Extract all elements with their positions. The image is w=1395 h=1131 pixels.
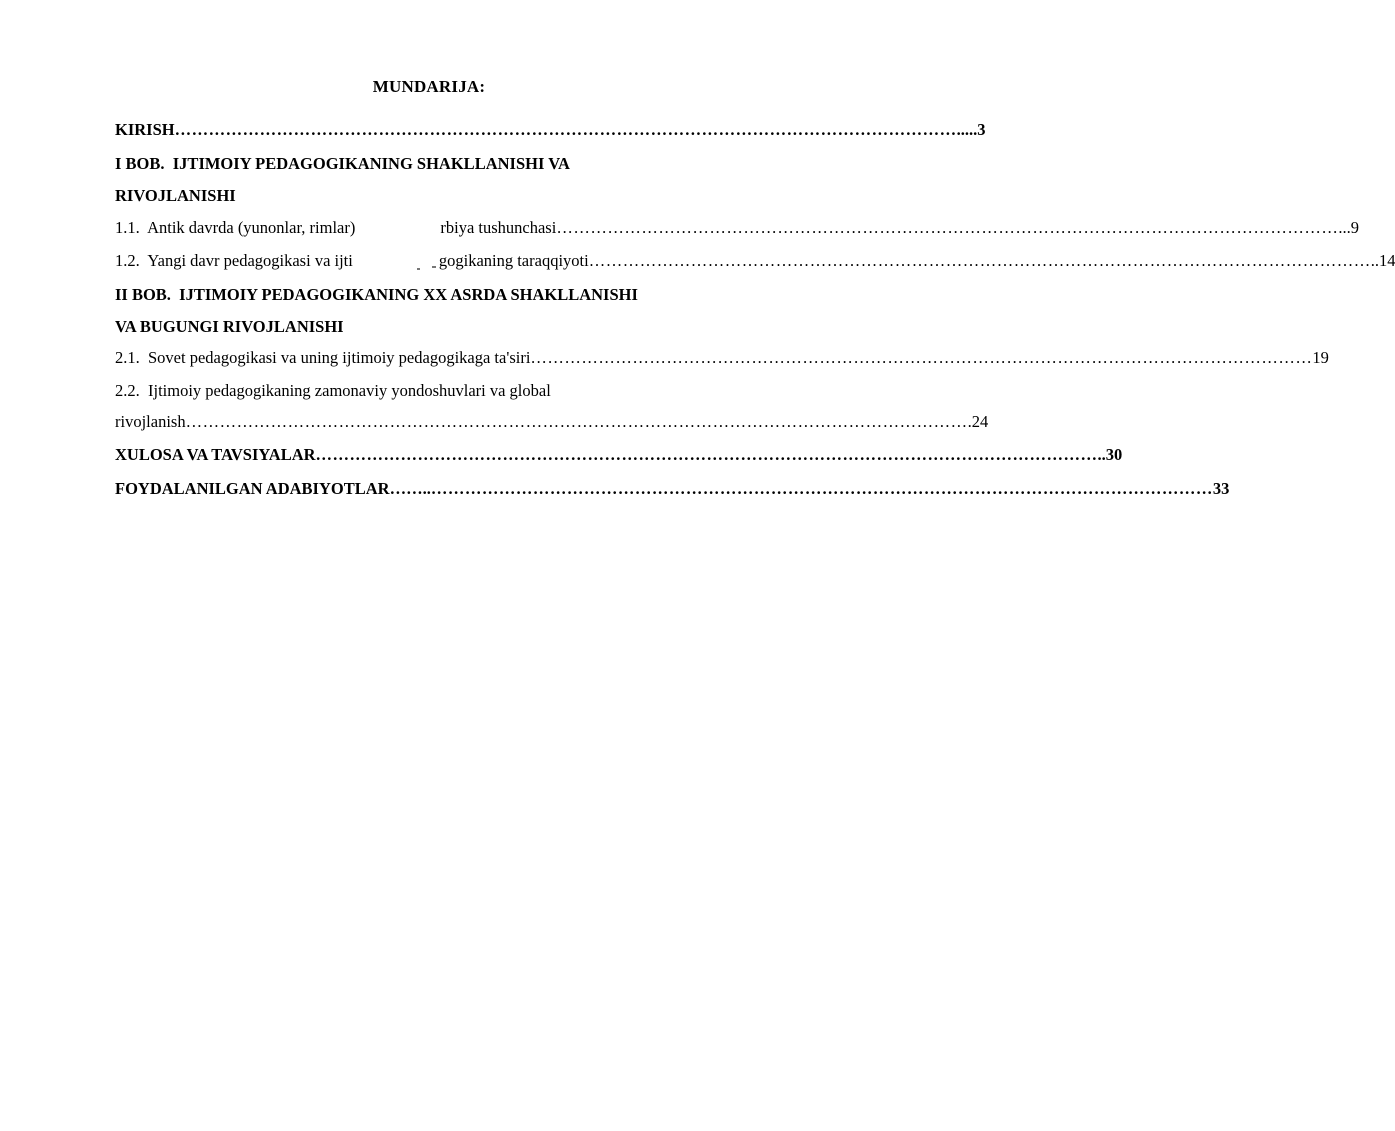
- toc-leader-dots: …………………………………………………………………………………………………………………………: [315, 445, 1098, 464]
- toc-leader-tail: .: [967, 412, 972, 431]
- toc-chapter-2-heading-cont: [115, 315, 741, 339]
- toc-entry-label-left: 1.2. Yangi davr pedagogikasi va ijti: [115, 251, 353, 270]
- toc-entry-label: I BOB. IJTIMOIY PEDAGOGIKANING SHAKLLANISHI VA: [115, 154, 570, 173]
- toc-entry-2-2[interactable]: [115, 379, 741, 403]
- toc-entry-label: RIVOJLANISHI: [115, 186, 236, 205]
- toc-leader-dots: …………………………………………………………………………………………………………………………: [174, 120, 957, 139]
- toc-entry-2-2-cont[interactable]: [115, 410, 989, 434]
- toc-entry-label: FOYDALANILGAN ADABIYOTLAR: [115, 479, 390, 498]
- toc-page-number: 9: [1350, 218, 1359, 237]
- toc-entry-label-right: gogikaning taraqqiyoti: [438, 251, 589, 270]
- toc-entry-xulosa[interactable]: [115, 443, 1123, 467]
- toc-chapter-1-heading-cont: [115, 184, 741, 208]
- toc-chapter-1-heading[interactable]: [115, 152, 741, 176]
- toc-entry-2-1[interactable]: [115, 346, 1329, 370]
- toc-entry-label: rivojlanish: [115, 412, 186, 431]
- toc-leader-tail: ..: [1370, 251, 1379, 270]
- toc-entry-label: 2.1. Sovet pedagogikasi va uning ijtimoiy pedagogikaga ta'siri: [115, 348, 531, 367]
- toc-leader-dots: …………………………………………………………………………………………………………………………: [556, 218, 1339, 237]
- toc-page-number: 19: [1312, 348, 1329, 367]
- toc-leader-tail: ..: [1097, 445, 1106, 464]
- toc-leader-dots: …………………………………………………………………………………………………………………………: [430, 479, 1213, 498]
- toc-page-number: 30: [1105, 445, 1123, 464]
- toc-leader-tail: ...: [1338, 218, 1351, 237]
- toc-leader-tail: .....: [956, 120, 978, 139]
- toc-entry-1-2[interactable]: [115, 249, 1395, 273]
- toc-page-number: 24: [971, 412, 989, 431]
- toc-page-number: 3: [977, 120, 986, 139]
- page-title: MUNDARIJA:: [372, 77, 486, 96]
- toc-entry-label-right: rbiya tushunchasi: [440, 218, 557, 237]
- scan-artifact: [417, 268, 420, 270]
- scan-artifact: [432, 266, 436, 268]
- toc-leader-dots: …………………………………………………………………………………………………………………………: [588, 251, 1371, 270]
- toc-chapter-2-heading[interactable]: [115, 283, 741, 307]
- toc-entry-label: II BOB. IJTIMOIY PEDAGOGIKANING XX ASRDA SHAKLLANISHI: [115, 285, 638, 304]
- toc-entry-label: KIRISH: [115, 120, 175, 139]
- toc-entry-label: VA BUGUNGI RIVOJLANISHI: [115, 317, 344, 336]
- toc-leader-mid: ……..: [389, 479, 431, 498]
- toc-entry-kirish[interactable]: [115, 118, 986, 142]
- toc-leader-dots: …………………………………………………………………………………………………………………………: [530, 348, 1313, 367]
- toc-entry-foydalanilgan-adabiyotlar[interactable]: [115, 477, 1230, 501]
- toc-entry-label-left: 1.1. Antik davrda (yunonlar, rimlar): [115, 218, 356, 237]
- toc-page-number: 14: [1378, 251, 1395, 270]
- toc-leader-dots: …………………………………………………………………………………………………………………………: [185, 412, 968, 431]
- toc-entry-1-1[interactable]: [115, 216, 1359, 240]
- toc-entry-label: 2.2. Ijtimoiy pedagogikaning zamonaviy yondoshuvlari va global: [115, 381, 551, 400]
- toc-entry-label: XULOSA VA TAVSIYALAR: [115, 445, 316, 464]
- toc-page-number: 33: [1212, 479, 1230, 498]
